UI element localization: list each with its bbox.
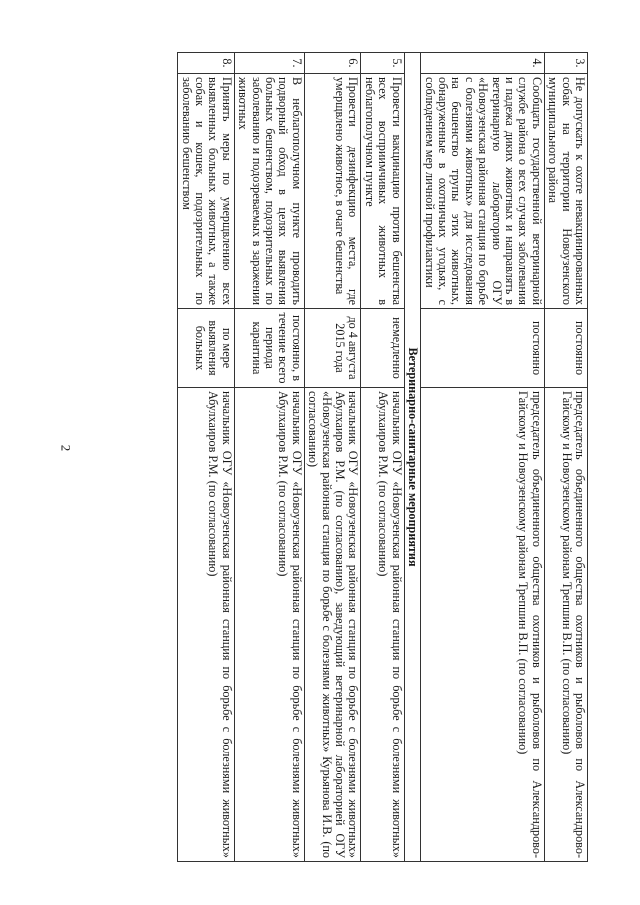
table-row	[544, 53, 587, 862]
table-row	[361, 53, 404, 862]
responsible-text: председатель объединенного общества охотников и рыболовов по Александрово-Гайскому и Новоузенскому районам Трепшин В.П. (по согласованию)	[544, 388, 587, 862]
responsible-text: начальник ОГУ «Новоузенская районная станция по борьбе с болезнями животных» Абулхаиров Р.М. (по согласованию), заведующий ветеринарной лабораторией ОГУ «Новоузенская районная станция по борьбе с болезнями животных» Курьянова И.В. (по согласованию)	[304, 388, 361, 862]
term-text: постоянно	[544, 309, 587, 388]
table-row	[234, 53, 304, 862]
term-text: немедленно	[361, 309, 404, 388]
row-number: 6.	[304, 53, 361, 74]
term-text: постоянно, в течение всего периода карантина	[234, 309, 304, 388]
responsible-text: начальник ОГУ «Новоузенская районная станция по борьбе с болезнями животных» Абулхаиров Р.М. (по согласованию)	[234, 388, 304, 862]
term-text: постоянно	[421, 309, 545, 388]
responsible-text: начальник ОГУ «Новоузенская районная станция по борьбе с болезнями животных» Абулхаиров Р.М. (по согласованию)	[361, 388, 404, 862]
measure-text: В неблагополучном пункте проводить подворный обход в целях выявления больных бешенством, подозрительных по заболеванию и подозреваемых в заражении животных	[234, 74, 304, 309]
row-number: 4.	[421, 53, 545, 74]
measure-text: Не допускать к охоте невакцинированных собак на территории Новоузенского муниципального района	[544, 74, 587, 309]
term-text: по мере выявления больных	[178, 309, 235, 388]
measure-text: Принять меры по умерщвлению всех выявленных больных животных, а также собак и кошек, подозрительных по заболеванию бешенством	[178, 74, 235, 309]
section-row	[404, 53, 420, 862]
table-row	[178, 53, 235, 862]
measures-table	[177, 52, 588, 862]
measure-text: Сообщать государственной ветеринарной службе района о всех случаях заболевания и падежа диких животных и направлять в ветеринарную лабораторию ОГУ «Новоузенская районная станция по борьбе с болезнями животных» для исследования на бешенство трупы этих животных, обнаруженные в охотничьих угодьях, с соблюдением мер личной профилактики	[421, 74, 545, 309]
term-text: до 4 августа 2015 года	[304, 309, 361, 388]
table-row	[304, 53, 361, 862]
section-title: Ветеринарно-санитарные мероприятия	[404, 53, 420, 862]
measure-text: Провести дезинфекцию места, где умерщвлено животное, в очаге бешенства	[304, 74, 361, 309]
table-row	[421, 53, 545, 862]
row-number: 8.	[178, 53, 235, 74]
row-number: 3.	[544, 53, 587, 74]
row-number: 7.	[234, 53, 304, 74]
responsible-text: начальник ОГУ «Новоузенская районная станция по борьбе с болезнями животных» Абулхаиров Р.М. (по согласованию)	[178, 388, 235, 862]
measure-text: Провести вакцинацию против бешенства всех восприимчивых животных в неблагополучном пункте	[361, 74, 404, 309]
responsible-text: председатель объединенного общества охотников и рыболовов по Александрово-Гайскому и Новоузенскому районам Трепшин В.П. (по согласованию)	[421, 388, 545, 862]
row-number: 5.	[361, 53, 404, 74]
rotated-table-wrapper	[88, 52, 588, 862]
page-number: 2	[58, 444, 74, 452]
